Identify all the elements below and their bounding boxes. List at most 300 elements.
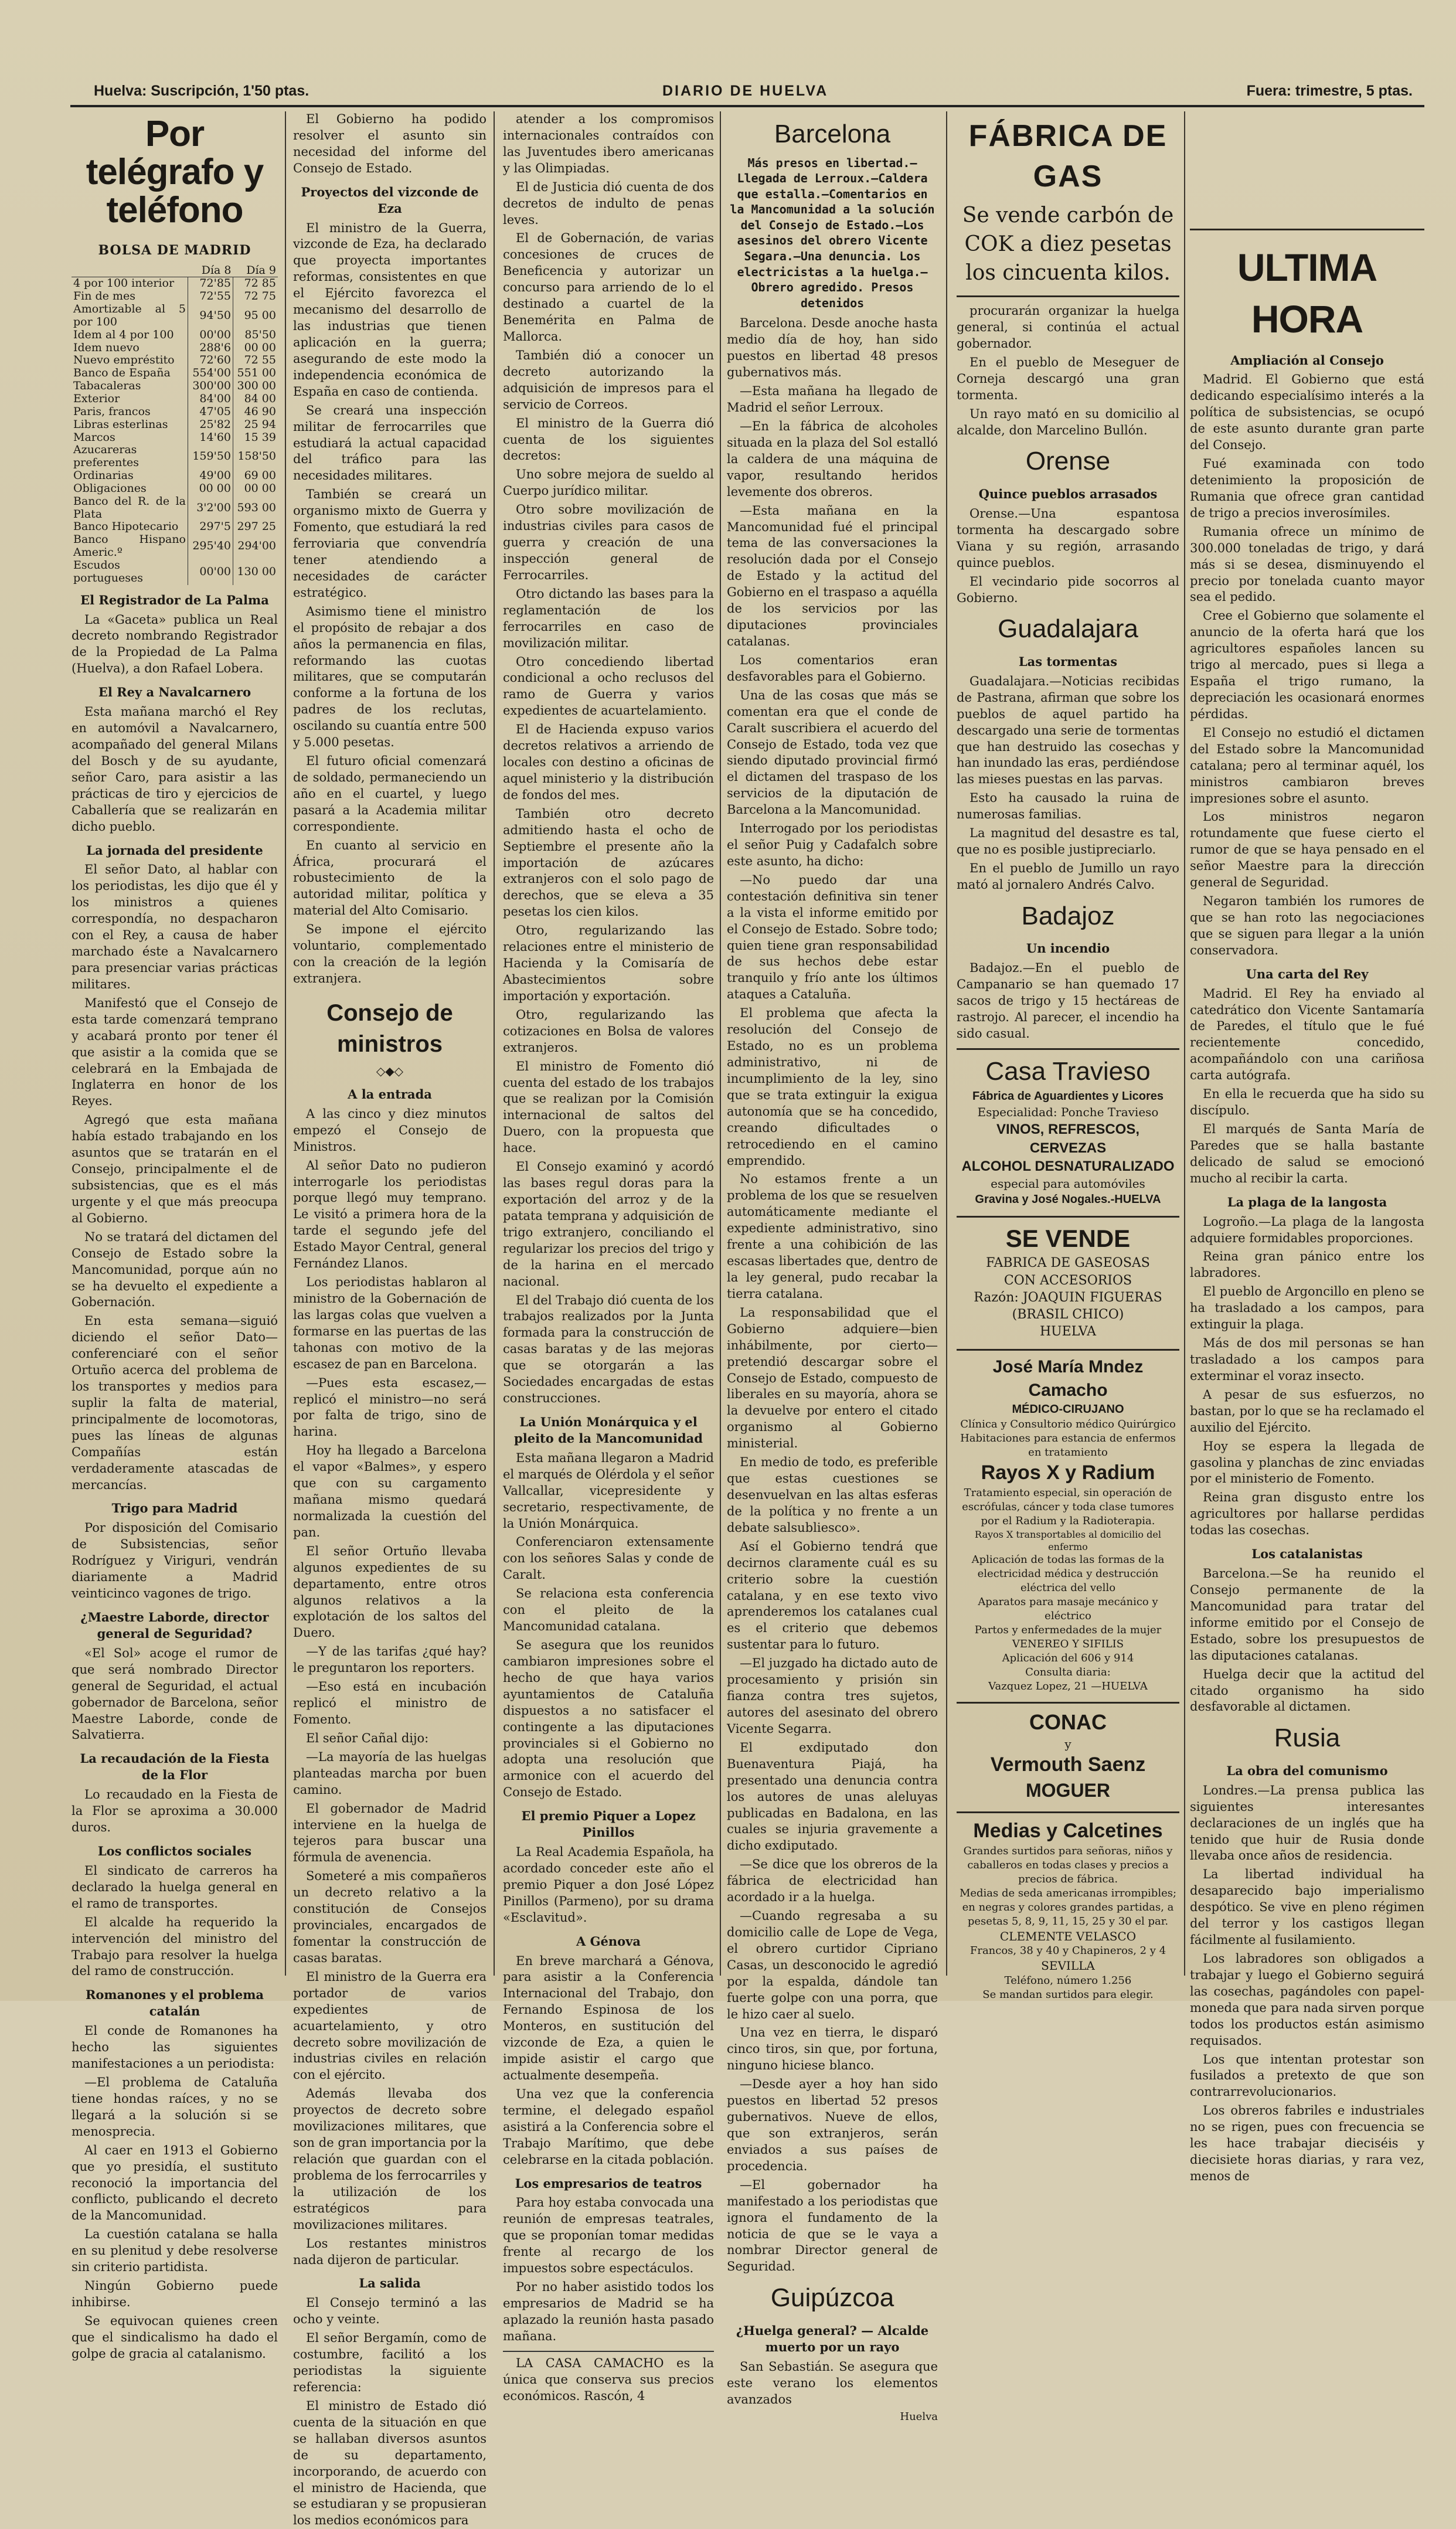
stock-value: 72 55 bbox=[233, 354, 278, 367]
stock-name: Nuevo empréstito bbox=[73, 353, 175, 367]
paragraph: —Desde ayer a hoy han sido puestos en libertad 52 presos gubernativos. Nueve de ellos, que son extranjeros, serán enviados a sus países de procedencia. bbox=[727, 2077, 938, 2173]
stock-value: 554'00 bbox=[188, 367, 233, 380]
paragraph: En breve marchará a Génova, para asistir a la Conferencia Internacional del Trabajo, don Fernando Espinosa de los Monteros, en sustitución del vizconde de Eza, a quien le impide asistir el cargo que actualmente desempeña. bbox=[503, 1953, 714, 2083]
paragraph: Huelga decir que la actitud del citado organismo ha sido desfavorable al dictamen. bbox=[1190, 1667, 1424, 1714]
ad-line: VINOS, REFRESCOS, CERVEZAS bbox=[996, 1121, 1140, 1156]
stock-value: 49'00 bbox=[188, 470, 233, 482]
table-row bbox=[72, 342, 278, 355]
paragraph: La cuestión catalana se halla en su plenitud y debe resolverse sin criterio partidista. bbox=[72, 2227, 278, 2275]
paragraph: Ningún Gobierno puede inhibirse. bbox=[72, 2279, 278, 2309]
paragraph: Los comentarios eran desfavorables para el Gobierno. bbox=[727, 652, 938, 684]
city-heading: Barcelona bbox=[774, 120, 891, 148]
paragraph: Hoy ha llegado a Barcelona el vapor «Balmes», y espero que con su cargamento mañana mismo quedará normalizada la cuestión del pan. bbox=[293, 1443, 487, 1539]
paragraph: Así el Gobierno tendrá que decirnos claramente cuál es su criterio sobre la cuestión catalana, y en ese texto vivo aprenderemos los catalanes cual es el criterio que debemos sustentar para lo futuro. bbox=[727, 1539, 938, 1652]
headline: El Registrador de La Palma bbox=[80, 592, 269, 607]
stock-name: Libras esterlinas bbox=[73, 417, 168, 431]
stock-name: Azucareras preferentes bbox=[73, 443, 139, 470]
table-row bbox=[72, 303, 278, 329]
paragraph: En el pueblo de Meseguer de Corneja descargó una gran tormenta. bbox=[957, 355, 1179, 402]
stock-value: 297'5 bbox=[188, 521, 233, 533]
paragraph: —El gobernador ha manifestado a los periodistas que ignora el fundamento de la noticia de que se le vaya a nombrar Director general de Seguridad. bbox=[727, 2177, 938, 2274]
paragraph: Guadalajara.—Noticias recibidas de Pastrana, afirman que sobre los pueblos de aquel partido ha descargado una serie de tormentas que han destruido las cosechas y han inundado las eras, perdiéndose las mieses puestas en las parvas. bbox=[957, 674, 1179, 787]
paragraph: Reina gran pánico entre los labradores. bbox=[1190, 1249, 1424, 1280]
ad-title: FÁBRICA DE GAS bbox=[968, 119, 1168, 194]
paragraph: En cuanto al servicio en África, procurará el robustecimiento de la autoridad militar, política y material del Alto Comisario. bbox=[293, 838, 487, 918]
column-rule bbox=[946, 111, 947, 1976]
travieso-ad bbox=[957, 1048, 1179, 1218]
table-row bbox=[72, 380, 278, 393]
stock-value: 46 90 bbox=[233, 406, 278, 419]
paragraph: Cree el Gobierno que solamente el anuncio de la oferta hará que los agricultores españoles lancen su trigo al mercado, pues si llega a España el trigo rumano, la depreciación les ocasionará enormes pérdidas. bbox=[1190, 609, 1424, 721]
stock-name: 4 por 100 interior bbox=[73, 277, 175, 290]
paragraph: En el pueblo de Jumillo un rayo mató al jornalero Andrés Calvo. bbox=[957, 861, 1179, 892]
paragraph: Se impone el ejército voluntario, complementado con la creación de la legión extranjera. bbox=[293, 922, 487, 986]
paragraph: Asimismo tiene el ministro el propósito de rebajar a dos años la permanencia en filas, reformando las cuotas militares, que se computarán conforme a la fortuna de los padres de los reclutas, oscilando su cuantía entre 500 y 5.000 pesetas. bbox=[293, 604, 487, 750]
paragraph: A las cinco y diez minutos empezó el Consejo de Ministros. bbox=[293, 1106, 487, 1154]
paragraph: Barcelona. Desde anoche hasta medio día de hoy, han sido puestos en libertad 48 presos gubernativos más. bbox=[727, 316, 938, 380]
ad-line: (BRASIL CHICO) bbox=[1012, 1307, 1124, 1323]
archive-logo bbox=[1298, 1930, 1433, 1983]
paragraph: Por no haber asistido todos los empresarios de Madrid se ha aplazado la reunión hasta pasado mañana. bbox=[503, 2280, 714, 2343]
paragraph: —Eso está en incubación replicó el ministro de Fomento. bbox=[293, 1680, 487, 1727]
paragraph: La responsabilidad que el Gobierno adquiere—bien inhábilmente, por cierto—pretendió descargar sobre el Consejo de Estado, compuesto de liberales en su mayoría, ahora se la devuelve por entero el citado organismo al Gobierno ministerial. bbox=[727, 1305, 938, 1451]
paragraph: En medio de todo, es preferible que estas cuestiones se desenvuelvan en las altas esferas de la política y no frente a un debate salsubliesco». bbox=[727, 1455, 938, 1535]
ad-title: Casa Travieso bbox=[985, 1056, 1151, 1086]
paragraph: Esta mañana llegaron a Madrid el marqués de Olérdola y el señor Vallcallar, vicepresidente y secretario, respectivamente, de la Unión Monárquica. bbox=[503, 1450, 714, 1531]
stock-value: 295'40 bbox=[188, 533, 233, 559]
headline: El premio Piquer a Lopez Pinillos bbox=[521, 1809, 696, 1840]
stock-value: 288'6 bbox=[188, 342, 233, 355]
paragraph: Además llevaba dos proyectos de decreto sobre movilizaciones militares, que son de gran importancia por la relación que guardan con el problema de los ferrocarriles y la utilización de los estratégicos para movilizaciones militares. bbox=[293, 2086, 487, 2232]
paragraph: El exdiputado don Buenaventura Piajá, ha presentado una denuncia contra los autores de unas aleluyas publicadas en Badalona, en las cuales se injuria gravemente a dicho exdiputado. bbox=[727, 1740, 938, 1853]
paragraph: Esto ha causado la ruina de numerosas familias. bbox=[957, 791, 1179, 822]
stock-value: 84'00 bbox=[188, 393, 233, 406]
stock-name: Ordinarias bbox=[73, 469, 134, 482]
headline: ¿Huelga general? — Alcalde muerto por un rayo bbox=[736, 2323, 929, 2354]
paragraph: Se equivocan quienes creen que el sindicalismo ha dado el golpe de gracia al catalanismo. bbox=[72, 2313, 278, 2361]
headline: La jornada del presidente bbox=[86, 842, 263, 858]
bolsa-title: BOLSA DE MADRID bbox=[98, 243, 251, 259]
table-row bbox=[72, 329, 278, 342]
table-row bbox=[72, 533, 278, 559]
medias-ad bbox=[957, 1813, 1179, 2010]
paragraph: Por disposición del Comisario de Subsistencias, señor Rodríguez y Viriguri, vendrán diariamente a Madrid veinticinco vagones de trigo. bbox=[72, 1521, 278, 1601]
ad-title: SE VENDE bbox=[1005, 1224, 1131, 1252]
headline: La Unión Monárquica y el pleito de la Mancomunidad bbox=[514, 1414, 703, 1446]
stock-value: 158'50 bbox=[233, 444, 278, 470]
headline: Quince pueblos arrasados bbox=[978, 486, 1158, 501]
stock-value: 00 00 bbox=[233, 482, 278, 495]
paragraph: —La mayoría de las huelgas planteadas marcha por buen camino. bbox=[293, 1749, 487, 1797]
paragraph: El señor Ortuño llevaba algunos expedientes de su departamento, entre otros algunos relativos a la explotación de los saltos del Duero. bbox=[293, 1544, 487, 1640]
paragraph: El vecindario pide socorros al Gobierno. bbox=[957, 574, 1179, 605]
table-row bbox=[72, 367, 278, 380]
table-row bbox=[72, 406, 278, 419]
headline: La salida bbox=[359, 2276, 421, 2291]
paragraph: El de Gobernación, de varias concesiones de cruces de Beneficencia y autorizar un concurso para arriendo de lo el destinado a cuartel de la Benemérita en Palma de Mallorca. bbox=[503, 231, 714, 344]
paragraph: Otro dictando las bases para la reglamentación de los ferrocarriles en caso de movilización militar. bbox=[503, 586, 714, 650]
paragraph: Agregó que esta mañana había estado trabajando en los asuntos que se tratarán en el Consejo, principalmente el de subsistencias, que es el más urgente y el que más preocupa al Gobierno. bbox=[72, 1113, 278, 1225]
stock-value: 72 85 bbox=[233, 277, 278, 290]
column-4 bbox=[727, 111, 938, 2423]
ad-title: José María Mndez Camacho bbox=[992, 1357, 1144, 1400]
ad-line: Francos, 38 y 40 y Chapineros, 2 y 4 bbox=[969, 1945, 1166, 1957]
paragraph: Se relaciona esta conferencia con el pleito de la Mancomunidad catalana. bbox=[503, 1586, 714, 1634]
paragraph: Madrid. El Rey ha enviado al catedrático don Vicente Santamaría de Paredes, el título que le fué recientemente concedido, acompañándolo con una cariñosa carta autógrafa. bbox=[1190, 986, 1424, 1083]
ad-line: Se mandan surtidos para elegir. bbox=[982, 1988, 1154, 2001]
gas-factory-ad bbox=[957, 111, 1179, 297]
paragraph: El del Trabajo dió cuenta de los trabajos realizados por la Junta formada para la construcción de casas baratas y de las mejoras que se otorgarán a las Sociedades encargadas de estas construcciones. bbox=[503, 1293, 714, 1406]
headline: Los conflictos sociales bbox=[97, 1844, 252, 1858]
stock-value: 84 00 bbox=[233, 393, 278, 406]
paragraph: —Se dice que los obreros de la fábrica de electricidad han acordado ir a la huelga. bbox=[727, 1857, 938, 1905]
ad-line: SEVILLA bbox=[1041, 1959, 1095, 1973]
ad-line: especial para automóviles bbox=[991, 1177, 1145, 1191]
stock-value: 593 00 bbox=[233, 495, 278, 521]
ad-text: Se vende carbón de COK a diez pesetas los cincuenta kilos. bbox=[962, 203, 1174, 285]
stock-value: 297 25 bbox=[233, 521, 278, 533]
stock-value: 294'00 bbox=[233, 533, 278, 559]
ad-line: FABRICA DE GASEOSAS bbox=[986, 1256, 1150, 1271]
headline: Las tormentas bbox=[1018, 654, 1118, 669]
masthead-bar bbox=[70, 79, 1424, 107]
paragraph: San Sebastián. Se asegura que este verano los elementos avanzados bbox=[727, 2359, 938, 2406]
stock-name: Fin de mes bbox=[73, 290, 135, 303]
stock-value: 14'60 bbox=[188, 431, 233, 444]
paragraph: Los periodistas hablaron al ministro de la Gobernación de las largas colas que vuelven a formarse en las puertas de las tahonas con motivo de la escasez de pan en Barcelona. bbox=[293, 1275, 487, 1371]
stock-name: Exterior bbox=[73, 392, 120, 405]
paragraph: Barcelona.—Se ha reunido el Consejo permanente de la Mancomunidad para tratar del informe emitido por el Consejo de Estado, sobre los presupuestos de las diputaciones catalanas. bbox=[1190, 1566, 1424, 1663]
paragraph: atender a los compromisos internacionales contraídos con las Juventudes ibero americanas y las Olimpiadas. bbox=[503, 112, 714, 175]
table-row bbox=[72, 495, 278, 521]
paragraph: Reina gran disgusto entre los agricultores por hallarse perdidas todas las cosechas. bbox=[1190, 1490, 1424, 1538]
subscription-outside: Fuera: trimestre, 5 ptas. bbox=[1246, 83, 1413, 99]
paragraph: El marqués de Santa María de Paredes que se halla bastante delicado de salud se emocionó mucho al recibir la carta. bbox=[1190, 1122, 1424, 1185]
stock-name: Obligaciones bbox=[73, 481, 147, 495]
footer-location: Huelva bbox=[900, 2411, 938, 2423]
ad-line: Razón: JOAQUIN FIGUERAS bbox=[974, 1290, 1162, 1305]
paragraph: No estamos frente a un problema de los que se resuelven automáticamente mediante el expediente administrativo, sino frente a una cohibición de las escasas libertades que, dentro de la ley general, pudo recabar la tierra catalana. bbox=[727, 1172, 938, 1301]
stock-name: Banco Hispano Americ.º bbox=[73, 533, 186, 559]
paragraph: —No puedo dar una contestación definitiva sin tener a la vista el informe emitido por el Consejo de Estado. Sobre todo; quien tiene gran responsabilidad de sus hechos debe estar tranquilo y frío ante los últimos ataques a Cataluña. bbox=[727, 872, 938, 1002]
paragraph: Otro, regularizando las relaciones entre el ministerio de Hacienda y la Comisaría de Abastecimientos sobre importación y exportación. bbox=[503, 923, 714, 1003]
column-3 bbox=[503, 111, 714, 2403]
ad-line: Habitaciones para estancia de enfermos en tratamiento bbox=[960, 1432, 1176, 1459]
stock-value: 72'55 bbox=[188, 290, 233, 303]
ad-line: Grandes surtidos para señoras, niños y caballeros en todas clases y precios a precios de fábrica. bbox=[963, 1845, 1173, 1886]
paragraph: El pueblo de Argoncillo en pleno se ha trasladado a los campos, para extinguir la plaga. bbox=[1190, 1284, 1424, 1332]
paragraph: En esta semana—siguió diciendo el señor Dato—conferenciaré con el señor Ortuño acerca del problema de los transportes y medios para suplir la falta de material, principalmente de locomotoras, pues las líneas de algunas Compañías están verdaderamente atascadas de mercancías. bbox=[72, 1314, 278, 1492]
paragraph: A pesar de sus esfuerzos, no bastan, por lo que se ha reclamado el auxilio del Ejército. bbox=[1190, 1387, 1424, 1435]
paragraph: Al señor Dato no pudieron interrogarle los periodistas porque llegó muy temprano. Le visitó a primera hora de la tarde el segundo jefe del Estado Mayor Central, general Fernández Llanos. bbox=[293, 1158, 487, 1271]
stock-value: 300'00 bbox=[188, 380, 233, 393]
paragraph: Rumania ofrece un mínimo de 300.000 toneladas de trigo, y dará más si se desea, disminuyendo el precio por tonelada cuanto mayor sea el pedido. bbox=[1190, 524, 1424, 604]
paragraph: Hoy se espera la llegada de gasolina y planchas de zinc enviadas por el ministerio de Fomento. bbox=[1190, 1439, 1424, 1486]
paragraph: El de Justicia dió cuenta de dos decretos de indulto de penas leves. bbox=[503, 179, 714, 227]
stock-name: Idem al 4 por 100 bbox=[73, 328, 174, 341]
paragraph: Fué examinada con todo detenimiento la proposición de Rumania que ofrece gran cantidad de trigo a precios inverosímiles. bbox=[1190, 457, 1424, 520]
paragraph: Someteré a mis compañeros un decreto relativo a la constitución de Consejos provinciales, encargados de fomentar la construcción de casas baratas. bbox=[293, 1869, 487, 1965]
paragraph: También dió a conocer un decreto autorizando la adquisición de impresos para el servicio de Correos. bbox=[503, 348, 714, 412]
paragraph: En ella le recuerda que ha sido su discípulo. bbox=[1190, 1087, 1424, 1118]
table-row bbox=[72, 444, 278, 470]
ad-line: Partos y enfermedades de la mujer bbox=[974, 1624, 1162, 1637]
stock-name: Marcos bbox=[73, 430, 115, 444]
stock-value: 00'00 bbox=[188, 559, 233, 585]
paragraph: El señor Bergamín, como de costumbre, facilitó a los periodistas la siguiente referencia: bbox=[293, 2331, 487, 2394]
paragraph: El Consejo examinó y acordó las bases regul doras para la exportación del arroz y de la patata temprana y adquisición de trigo extranjero, conciliando el regularizar los precios del trigo y de la harina en el mercado nacional. bbox=[503, 1160, 714, 1289]
paragraph: Interrogado por los periodistas el señor Puig y Cadafalch sobre este asunto, ha dicho: bbox=[727, 821, 938, 868]
stock-table bbox=[72, 264, 278, 585]
ad-line: MÉDICO-CIRUJANO bbox=[1012, 1403, 1124, 1416]
stock-name: Paris, francos bbox=[73, 404, 151, 418]
ad-line: CON ACCESORIOS bbox=[1003, 1273, 1132, 1288]
paragraph: Esta mañana marchó el Rey en automóvil a Navalcarnero, acompañado del general Milans del Bosch y de su ayudante, señor Caro, para asistir a las prácticas de tiro y ejercicios de Caballería que se realizarán en dicho pueblo. bbox=[72, 705, 278, 834]
stock-value: 94'50 bbox=[188, 303, 233, 329]
paragraph: Al caer en 1913 el Gobierno que yo presidía, el sustituto reconoció la importancia del conflicto, publicando el decreto de la Mancomunidad. bbox=[72, 2143, 278, 2223]
paragraph: Una vez que la conferencia termine, el delegado español asistirá a la Conferencia sobre el Trabajo Marítimo, que debe celebrarse en la citada población. bbox=[503, 2086, 714, 2167]
headline: ¿Maestre Laborde, director general de Seguridad? bbox=[80, 1610, 269, 1641]
ad-line: Tratamiento especial, sin operación de escrófulas, cáncer y toda clase tumores por el Radium y la Radioterapia. bbox=[962, 1487, 1174, 1527]
stock-value: 47'05 bbox=[188, 406, 233, 419]
paragraph: —El juzgado ha dictado auto de procesamiento y prisión sin fianza contra tres sujetos, autores del asesinato del obrero Vicente Segarra. bbox=[727, 1656, 938, 1736]
paragraph: Negaron también los rumores de que se han roto las negociaciones que se siguen para llegar a la unión conservadora. bbox=[1190, 894, 1424, 957]
city-heading: Guadalajara bbox=[998, 614, 1138, 644]
table-row bbox=[72, 431, 278, 444]
city-heading: Guipúzcoa bbox=[770, 2283, 894, 2313]
stock-value: 00 00 bbox=[233, 342, 278, 355]
paragraph: —Y de las tarifas ¿qué hay? le preguntaron los reporters. bbox=[293, 1644, 487, 1675]
ad-line: Aplicación de todas las formas de la electricidad médica y destrucción eléctrica del vello bbox=[971, 1554, 1165, 1595]
paragraph: El ministro de Fomento dió cuenta del estado de los trabajos que se realizan por la Comisión internacional de saltos del Duero, con la propuesta que hace. bbox=[503, 1059, 714, 1155]
subscription-local: Huelva: Suscripción, 1'50 ptas. bbox=[94, 83, 309, 99]
city-heading: Orense bbox=[1025, 447, 1111, 476]
paragraph: Se asegura que los reunidos cambiaron impresiones sobre el hecho de que haya varios ayuntamientos de Cataluña dispuestos a no satisfacer el contingente a las diputaciones provinciales si el Gobierno no adopta una resolución que armonice con el acuerdo del Consejo de Estado. bbox=[503, 1637, 714, 1800]
paragraph: También otro decreto admitiendo hasta el ocho de Septiembre el presente año la importación de azúcares extranjeros con el solo pago de derechos, que se eleva a 35 pesetas los cien kilos. bbox=[503, 806, 714, 919]
paragraph: El Consejo no estudió el dictamen del Estado sobre la Mancomunidad catalana; pero al terminar aquél, los ministros cambiaron breves impresiones sobre el asunto. bbox=[1190, 725, 1424, 805]
paragraph: El alcalde ha requerido la intervención del ministro del Trabajo para resolver la huelga del ramo de construcción. bbox=[72, 1915, 278, 1979]
ad-line: ALCOHOL DESNATURALIZADO bbox=[961, 1158, 1175, 1175]
paragraph: «El Sol» acoge el rumor de que será nombrado Director general de Seguridad, el actual gobernador de Barcelona, señor Maestre Laborde, conde de Salvatierra. bbox=[72, 1646, 278, 1742]
headline: Un incendio bbox=[1026, 941, 1110, 956]
paragraph: Otro concediendo libertad condicional a ocho reclusos del ramo de Guerra y varios expedientes de acuartelamiento. bbox=[503, 654, 714, 718]
paragraph: La magnitud del desastre es tal, que no es posible justipreciarlo. bbox=[957, 826, 1179, 857]
ad-line: Rayos X y Radium bbox=[981, 1461, 1155, 1484]
stock-name: Amortizable al 5 por 100 bbox=[73, 302, 186, 328]
headline: La obra del comunismo bbox=[1226, 1763, 1388, 1778]
ad-line: Medias de seda americanas irrompibles; en negras y colores grandes partidas, a pesetas 5, 8, 9, 11, 15, 25 y 30 el par. bbox=[959, 1887, 1177, 1928]
paragraph: El problema que afecta la resolución del Consejo de Estado, no es un problema administrativo, ni de incumplimiento de la ley, sino que se trata extinguir la exigua autonomía que se ha concedido, creando dificultades o retrocediendo en el camino emprendido. bbox=[727, 1006, 938, 1168]
headline: A Génova bbox=[576, 1933, 641, 1949]
headline: Los catalanistas bbox=[1251, 1546, 1363, 1562]
city-heading: Rusia bbox=[1274, 1724, 1341, 1753]
stock-value: 15 39 bbox=[233, 431, 278, 444]
footer-ad: LA CASA CAMACHO es la única que conserva sus precios económicos. Rascón, 4 bbox=[503, 2351, 714, 2405]
column-rule bbox=[1184, 111, 1185, 1976]
paragraph: Uno sobre mejora de sueldo al Cuerpo jurídico militar. bbox=[503, 467, 714, 498]
paragraph: Lo recaudado en la Fiesta de la Flor se aproxima a 30.000 duros. bbox=[72, 1787, 278, 1835]
paragraph: El conde de Romanones ha hecho las siguientes manifestaciones a un periodista: bbox=[72, 2024, 278, 2071]
ad-line: Gravina y José Nogales.-HUELVA bbox=[975, 1192, 1161, 1206]
stock-value: 130 00 bbox=[233, 559, 278, 585]
stock-value: 85'50 bbox=[233, 329, 278, 342]
paragraph: Los obreros fabriles e industriales no se rigen, pues con frecuencia se les hace trabajar dieciséis y diecisiete horas diarias, y rara vez, menos de bbox=[1190, 2103, 1424, 2183]
col-head: Día 9 bbox=[233, 264, 278, 277]
paragraph: El ministro de Estado dió cuenta de la situación en que se hallaban diversos asuntos de su departamento, incorporando, de acuerdo con el ministro de Hacienda, que se estudiaran y se propusieran los medios económicos para bbox=[293, 2398, 487, 2528]
stock-value: 25'82 bbox=[188, 419, 233, 431]
ad-line: Rayos X transportables al domicilio del enfermo bbox=[975, 1528, 1161, 1553]
paragraph: Manifestó que el Consejo de esta tarde comenzará temprano y acabará pronto por tener él que asistir a la comida que se celebrará en la Embajada de Inglaterra en honor de los Reyes. bbox=[72, 995, 278, 1109]
column-rule bbox=[285, 111, 286, 1976]
stock-value: 69 00 bbox=[233, 470, 278, 482]
gas-ad-extension bbox=[1190, 111, 1424, 230]
paragraph: Los labradores son obligados a trabajar y luego el Gobierno seguirá las cosechas, pagándoles con papel-moneda que para nada sirven porque todos los productos están asimismo requisados. bbox=[1190, 1952, 1424, 2048]
paragraph: Más de dos mil personas se han trasladado a los campos para exterminar el voraz insecto. bbox=[1190, 1336, 1424, 1383]
table-row bbox=[72, 482, 278, 495]
paragraph: Los ministros negaron rotundamente que fuese cierto el rumor de que se haya pensado en el señor Maestre para la dirección general de Seguridad. bbox=[1190, 810, 1424, 890]
paragraph: El ministro de la Guerra era portador de varios expedientes de acuartelamiento, y otro decreto sobre movilización de industrias civiles en relación con el ejército. bbox=[293, 1969, 487, 2082]
newspaper-name: DIARIO DE HUELVA bbox=[662, 83, 829, 99]
stock-name: Banco Hipotecario bbox=[73, 520, 179, 533]
paragraph: El sindicato de carreros ha declarado la huelga general en el ramo de transportes. bbox=[72, 1863, 278, 1911]
paragraph: Otro, regularizando las cotizaciones en Bolsa de valores extranjeros. bbox=[503, 1007, 714, 1055]
column-rule bbox=[720, 111, 721, 1976]
stock-value: 551 00 bbox=[233, 367, 278, 380]
ad-line: Aparatos para masaje mecánico y eléctrico bbox=[978, 1596, 1158, 1623]
ad-line: Aplicación del 606 y 914 bbox=[1002, 1651, 1134, 1664]
headline: La plaga de la langosta bbox=[1227, 1194, 1387, 1209]
stock-value: 25 94 bbox=[233, 419, 278, 431]
paragraph: Un rayo mató en su domicilio al alcalde, don Marcelino Bullón. bbox=[957, 406, 1179, 437]
stock-name: Banco de España bbox=[73, 366, 171, 380]
ad-line: CLEMENTE VELASCO bbox=[999, 1929, 1137, 1943]
headline: La recaudación de la Fiesta de la Flor bbox=[80, 1751, 270, 1783]
headline: Una carta del Rey bbox=[1246, 966, 1369, 981]
headline: Trigo para Madrid bbox=[111, 1501, 238, 1516]
paragraph: También se creará un organismo mixto de Guerra y Fomento, que estudiará la red ferroviaria que convendría tener atendiendo a necesidades de carácter estratégico. bbox=[293, 487, 487, 600]
paragraph: —Esta mañana en la Mancomunidad fué el principal tema de las conversaciones la resolución dada por el Consejo de Estado y la actitud del Gobierno en el traspaso a aquélla de los servicios por las diputaciones provinciales catalanas. bbox=[727, 503, 938, 648]
ad-line: Clínica y Consultorio médico Quirúrgico bbox=[960, 1418, 1176, 1430]
ad-line: Consulta diaria: bbox=[1025, 1665, 1111, 1678]
ad-line: Vazquez Lopez, 21 —HUELVA bbox=[988, 1680, 1148, 1692]
paragraph: La libertad individual ha desaparecido bajo imperialismo despótico. Se vive en pleno régimen del terror y los castigos llegan fácilmente al fusilamiento. bbox=[1190, 1867, 1424, 1947]
paragraph: El ministro de la Guerra dió cuenta de los siguientes decretos: bbox=[503, 416, 714, 463]
table-row bbox=[72, 559, 278, 585]
headline: Romanones y el problema catalán bbox=[85, 1987, 264, 2019]
paragraph: La «Gaceta» publica un Real decreto nombrando Registrador de la Propiedad de La Palma (Huelva), a don Rafael Lobera. bbox=[72, 612, 278, 676]
table-row bbox=[72, 277, 278, 290]
lead-summary: Más presos en libertad.—Llegada de Lerroux.—Caldera que estalla.—Comentarios en la Mancomunidad a la solución del Consejo de Estado.—Los asesinos del obrero Vicente Segara.—Una denuncia. Los electricistas a la huelga.—Obrero agredido. Presos detenidos bbox=[730, 155, 935, 310]
stock-name: Escudos portugueses bbox=[73, 558, 143, 584]
column-6 bbox=[1190, 111, 1424, 2183]
ad-title: Medias y Calcetines bbox=[973, 1819, 1163, 1842]
paragraph: Badajoz.—En el pueblo de Campanario se han quemado 17 sacos de trigo y 15 hectáreas de rastrojo. Al parecer, el incendio ha sido casual. bbox=[957, 961, 1179, 1041]
paragraph: Los que intentan protestar son fusilados a pretexto de que son contrarrevolucionarios. bbox=[1190, 2052, 1424, 2099]
paragraph: La Real Academia Española, ha acordado conceder este año el premio Piquer a don José López Pinillos (Parmeno), por su drama «Esclavitud». bbox=[503, 1845, 714, 1925]
paragraph: El de Hacienda expuso varios decretos relativos a arriendo de locales con destino a oficinas de aquel ministerio y la distribución de fondos del mes. bbox=[503, 722, 714, 802]
paragraph: Se creará una inspección militar de ferrocarriles que estudiará la actual capacidad del tráfico para las necesidades militares. bbox=[293, 403, 487, 483]
ad-line: Vermouth Saenz bbox=[990, 1753, 1146, 1776]
ad-line: MOGUER bbox=[1026, 1780, 1110, 1801]
stock-value: 300 00 bbox=[233, 380, 278, 393]
stock-name: Idem nuevo bbox=[73, 341, 140, 354]
paragraph: Logroño.—La plaga de la langosta adquiere formidables proporciones. bbox=[1190, 1214, 1424, 1245]
paragraph: —Cuando regresaba a su domicilio calle de Lope de Vega, el obrero curtidor Cipriano Casas, un desconocido le agredió por la espalda, dándole tan fuerte golpe con una porra, que le hizo caer al suelo. bbox=[727, 1909, 938, 2021]
column-5 bbox=[957, 111, 1179, 2001]
headline: Los empresarios de teatros bbox=[515, 2176, 702, 2191]
stock-value: 00'00 bbox=[188, 329, 233, 342]
headline: Proyectos del vizconde de Eza bbox=[301, 184, 479, 216]
stock-name: Banco del R. de la Plata bbox=[73, 494, 186, 521]
paragraph: El Consejo terminó a las ocho y veinte. bbox=[293, 2296, 487, 2327]
ornament: ◇◆◇ bbox=[376, 1064, 404, 1079]
city-heading: Badajoz bbox=[1021, 901, 1115, 930]
section-title: Por telégrafo y teléfono bbox=[86, 114, 264, 231]
paragraph: —En la fábrica de alcoholes situada en la plaza del Sol estalló la caldera de una máquina de vapor, resultando heridos levemente dos obreros. bbox=[727, 419, 938, 499]
paragraph: Madrid. El Gobierno que está dedicando especialísimo interés a la política de subsistencias, se ocupó de este asunto durante gran parte del Consejo. bbox=[1190, 372, 1424, 453]
conac-ad bbox=[957, 1704, 1179, 1813]
stock-name: Tabacaleras bbox=[73, 379, 141, 393]
ad-line: Fábrica de Aguardientes y Licores bbox=[972, 1090, 1164, 1103]
ad-line: Especialidad: Ponche Travieso bbox=[977, 1105, 1159, 1120]
paragraph: —Pues esta escasez,—replicó el ministro—no será por falta de trigo, sino de harina. bbox=[293, 1375, 487, 1439]
stock-value: 159'50 bbox=[188, 444, 233, 470]
section-title: Consejo de ministros bbox=[326, 1000, 453, 1058]
headline: Ampliación al Consejo bbox=[1230, 352, 1384, 368]
stock-value: 72'85 bbox=[188, 277, 233, 290]
column-rule bbox=[494, 111, 495, 1976]
table-row bbox=[72, 393, 278, 406]
stock-value: 72 75 bbox=[233, 290, 278, 303]
paragraph: El gobernador de Madrid interviene en la huelga de tejeros para buscar una fórmula de avenencia. bbox=[293, 1801, 487, 1865]
column-1 bbox=[72, 111, 278, 2361]
paragraph: El señor Cañal dijo: bbox=[306, 1731, 429, 1745]
stock-value: 72'60 bbox=[188, 354, 233, 367]
ad-line: VENEREO Y SIFILIS bbox=[1012, 1638, 1124, 1650]
headline: A la entrada bbox=[348, 1086, 432, 1102]
paragraph: El ministro de la Guerra, vizconde de Eza, ha declarado que proyecta importantes reformas, consistentes en que el Ejército favorezca el mecanismo del desarrollo de las industrias que tienen aplicación en la guerra; asegurando de este modo la independencia económica de España en caso de contienda. bbox=[293, 220, 487, 399]
ad-line: y bbox=[1064, 1736, 1071, 1751]
column-2 bbox=[293, 111, 487, 2528]
paragraph: Los restantes ministros nada dijeron de particular. bbox=[293, 2236, 487, 2267]
paragraph: Conferenciaron extensamente con los señores Salas y conde de Caralt. bbox=[503, 1535, 714, 1582]
ad-line: HUELVA bbox=[1039, 1324, 1097, 1340]
stock-value: 00 00 bbox=[188, 482, 233, 495]
paragraph: —Esta mañana ha llegado de Madrid el señor Lerroux. bbox=[727, 384, 938, 415]
paragraph: Una vez en tierra, le disparó cinco tiros, sin que, por fortuna, ninguno hiciese blanco. bbox=[727, 2025, 938, 2073]
stock-value: 95 00 bbox=[233, 303, 278, 329]
paragraph: Londres.—La prensa publica las siguientes interesantes declaraciones de un inglés que ha tenido que huir de Rusia donde llevaba once años de residencia. bbox=[1190, 1783, 1424, 1863]
paragraph: El Gobierno ha podido resolver el asunto sin necesidad del informe del Consejo de Estado. bbox=[293, 112, 487, 175]
paragraph: Orense.—Una espantosa tormenta ha descargado sobre Viana y su región, arrasando quince pueblos. bbox=[957, 506, 1179, 570]
ad-line: Teléfono, número 1.256 bbox=[1004, 1974, 1132, 1987]
col-head: Día 8 bbox=[188, 264, 233, 277]
paragraph: El señor Dato, al hablar con los periodistas, les dijo que él y los ministros a quienes correspondía, no despacharon con el Rey, a causa de haber marchado éste a Navalcarnero para presenciar varias prácticas militares. bbox=[72, 862, 278, 991]
table-row bbox=[72, 521, 278, 533]
doctor-ad bbox=[957, 1351, 1179, 1704]
paragraph: Otro sobre movilización de industrias civiles para casos de guerra y creación de una inspección general de Ferrocarriles. bbox=[503, 502, 714, 582]
paragraph: procurarán organizar la huelga general, si continúa el actual gobernador. bbox=[957, 304, 1179, 351]
table-row bbox=[72, 419, 278, 431]
ad-line: CONAC bbox=[1029, 1709, 1107, 1734]
table-row bbox=[72, 290, 278, 303]
table-row bbox=[72, 470, 278, 482]
paragraph: El futuro oficial comenzará de soldado, permaneciendo un año en el cuartel, y luego pasará a la Academia militar correspondiente. bbox=[293, 754, 487, 834]
paragraph: No se tratará del dictamen del Consejo de Estado sobre la Mancomunidad, porque aún no se ha devuelto el expediente a Gobernación. bbox=[72, 1229, 278, 1310]
headline: El Rey a Navalcarnero bbox=[98, 685, 251, 700]
se-vende-ad bbox=[957, 1218, 1179, 1351]
stock-value: 3'2'00 bbox=[188, 495, 233, 521]
